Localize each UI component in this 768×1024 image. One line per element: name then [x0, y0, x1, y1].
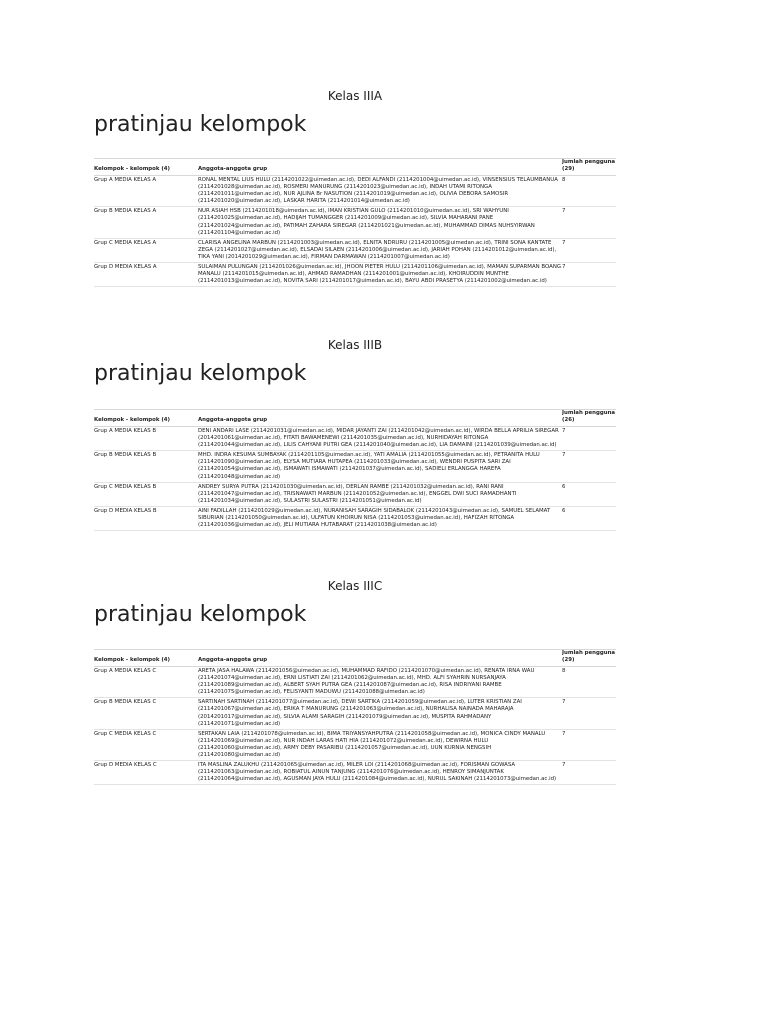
group-name: Grup D MEDIA KELAS B	[94, 507, 157, 514]
col-header-count: Jumlah pengguna (26)	[562, 410, 616, 423]
group-members: SULAIMAN PULUNGAN (2114201026@uimedan.ac.id), JHOON PIETER HULU (2114201106@uimedan.ac.id), MAMAN SUPARMAN BOANG MANALU (2114201015@uimedan.ac.id), AHMAD RAMADHAN (2114201001@uimedan.ac.id), KHOIRUDDIN MUNTHE (2114201013@uimedan.ac.id), NOVITA SARI (2114201017@uimedan.ac.id), BAYU ABDI PRASETYA (2114201002@uimedan.ac.id)	[198, 264, 562, 285]
section-title: Kelas IIIC	[327, 579, 383, 593]
table-row	[94, 667, 616, 698]
group-count: 8	[562, 177, 566, 183]
group-count: 7	[562, 452, 566, 459]
group-members: DENI ANDARI LASE (2114201031@uimedan.ac.id), MIDAR JAYANTI ZAI (2114201042@uimedan.ac.id), WIRDA BELLA APRILIA SIREGAR (2014201061@uimedan.ac.id), FITATI BAWAMENEWI (2114201035@uimedan.ac.id), NURHIDAYAH RITONGA (2114201044@uimedan.ac.id), LILIS CAHYANI PUTRI GEA (2114201040@uimedan.ac.id), LIA DAMAINI (2114201039@uimedan.ac.id)	[198, 428, 559, 449]
group-count: 7	[562, 699, 566, 706]
section-title: Kelas IIIB	[327, 338, 383, 352]
group-name: Grup C MEDIA KELAS C	[94, 730, 157, 737]
col-header-group: Kelompok - kelompok (4)	[94, 165, 171, 172]
section-heading: pratinjau kelompok	[94, 112, 307, 137]
col-header-members: Anggota-anggota grup	[198, 416, 268, 423]
group-count: 7	[562, 239, 566, 246]
table-row	[94, 238, 616, 262]
table-header-row	[94, 159, 616, 176]
group-name: Grup A MEDIA KELAS B	[94, 428, 157, 434]
group-name: Grup D MEDIA KELAS A	[94, 264, 157, 271]
group-count: 7	[562, 208, 566, 215]
group-members: SERTAKAN LAIA (2114201078@uimedan.ac.id), BIMA TRIYANSYAHPUTRA (2114201058@uimedan.ac.id), MONICA CINDY MANALU (2114201069@uimedan.ac.id), NUR INDAH LARAS HATI HIA (2114201072@uimedan.ac.id), DEWIRNA HULU (2114201060@uimedan.ac.id), ARMY DEBY PASARIBU (2114201057@uimedan.ac.id), UUN KURNIA NENGSIH (2114201080@uimedan.ac.id)	[198, 730, 546, 759]
col-header-members: Anggota-anggota grup	[198, 656, 268, 663]
group-count: 8	[562, 668, 566, 674]
group-name: Grup C MEDIA KELAS A	[94, 239, 157, 246]
table-row	[94, 761, 616, 785]
group-members: NUR ASIAH HSB (2114201018@uimedan.ac.id), IMAN KRISTIAN GULO (2114201010@uimedan.ac.id), SRI WAHYUNI (2114201025@uimedan.ac.id), HADIJAH TUMANGGER (2114201009@uimedan.ac.id), SILVIA MAHARANI PANE (2114201024@uimedan.ac.id), PATIMAH ZAHARA SIREGAR (2114201021@uimedan.ac.id), MUHAMMAD DIMAS NUHSYIRWAN (2114201104@uimedan.ac.id)	[198, 208, 535, 236]
group-members: ARETA JASA HALAWA (2114201056@uimedan.ac.id), MUHAMMAD RAFIDO (2114201070@uimedan.ac.id), RENATA IRNA WAU (2114201074@uimedan.ac.id), ERNI LISTIATI ZAI (2114201062@uimedan.ac.id), MHD. ALFI SYAHRIN NURSANJAYA (2114201089@uimedan.ac.id), ALBERT SYAH PUTRA GEA (2114201087@uimedan.ac.id), RISA INDRIYANI RAMBE (2114201075@uimedan.ac.id), FELISYANTI MADUWU (2114201088@uimedan.ac.id)	[198, 668, 535, 696]
table-row	[94, 506, 616, 530]
group-count: 7	[562, 428, 566, 434]
table-row	[94, 176, 616, 207]
group-table	[94, 649, 616, 785]
table-row	[94, 263, 616, 287]
group-name: Grup B MEDIA KELAS C	[94, 699, 157, 706]
col-header-count: Jumlah pengguna (29)	[562, 650, 616, 663]
table-header-row	[94, 410, 616, 427]
group-name: Grup C MEDIA KELAS B	[94, 483, 157, 490]
group-name: Grup D MEDIA KELAS C	[94, 762, 157, 769]
section-title: Kelas IIIA	[327, 89, 383, 103]
col-header-group: Kelompok - kelompok (4)	[94, 416, 171, 423]
table-row	[94, 427, 616, 451]
group-members: ANDREY SURYA PUTRA (2114201030@uimedan.ac.id), DERLAN RAMBE (2114201032@uimedan.ac.id), RANI RANI (2114201047@uimedan.ac.id), TRISNAWATI MARBUN (2114201052@uimedan.ac.id), ENGGEL DWI SUCI RAMADHANTI (2114201034@uimedan.ac.id), SULASTRI SULASTRI (2114201051@uimedan.ac.id)	[198, 483, 517, 504]
section-heading: pratinjau kelompok	[94, 361, 307, 386]
group-members: ITA MASLINA ZALUKHU (2114201065@uimedan.ac.id), MILER LOI (2114201068@uimedan.ac.id), FORISMAN GOWASA (2114201063@uimedan.ac.id), ROBIATUL AINUN TANJUNG (2114201076@uimedan.ac.id), HENROY SIMANJUNTAK (2114201064@uimedan.ac.id), AGUSMAN JAYA HULU (2114201084@uimedan.ac.id), NURUL SAKINAH (2114201073@uimedan.ac.id)	[198, 762, 557, 783]
table-row	[94, 698, 616, 729]
group-table	[94, 158, 616, 287]
table-row	[94, 207, 616, 238]
group-count: 6	[562, 507, 566, 514]
col-header-group: Kelompok - kelompok (4)	[94, 656, 171, 663]
group-count: 7	[562, 762, 566, 769]
group-count: 7	[562, 730, 566, 737]
group-table	[94, 409, 616, 531]
group-name: Grup A MEDIA KELAS A	[94, 177, 157, 183]
group-count: 6	[562, 483, 566, 490]
group-members: SARTINAH SARTINAH (2114201077@uimedan.ac.id), DEWI SARTIKA (2114201059@uimedan.ac.id), LUTER KRISTIAN ZAI (2114201067@uimedan.ac.id), ERIKA T MANURUNG (2114201063@uimedan.ac.id), NURHALISA NAINADA MAHARAJA (2014201017@uimedan.ac.id), SILVIA ALAMI SARAGIH (2114201079@uimedan.ac.id), MUSPITA RAHMADANY (2114201071@uimedan.ac.id)	[198, 699, 522, 727]
group-members: RONAL MENTAL LIUS HULU (2114201022@uimedan.ac.id), DEDI ALFANDI (2114201004@uimedan.ac.id), VINSENSIUS TELAUMBANUA (2114201028@uimedan.ac.id), ROSMERI MANURUNG (2114201023@uimedan.ac.id), INDAH UTAMI RITONGA (2114201011@uimedan.ac.id), NUR AJLINA Br NASUTION (2114201019@uimedan.ac.id), OLIVIA DEBORA SAMOSIR (2114201020@uimedan.ac.id), LASKAR HARITA (2114201014@uimedan.ac.id)	[198, 177, 558, 205]
table-row	[94, 451, 616, 482]
col-header-members: Anggota-anggota grup	[198, 165, 268, 172]
group-members: AINI FADILLAH (2114201029@uimedan.ac.id), NURANISAH SARAGIH SIDABALOK (2114201043@uimedan.ac.id), SAMUEL SELAMAT SIBURIAN (2114201050@uimedan.ac.id), ULFATUN KHOIRUN NISA (2114201053@uimedan.ac.id), HAFIZAH RITONGA (2114201036@uimedan.ac.id), JELI MUTIARA HUTABARAT (2114201038@uimedan.ac.id)	[198, 507, 551, 529]
table-header-row	[94, 650, 616, 667]
group-members: CLARISA ANGELINA MARBUN (2114201003@uimedan.ac.id), ELNITA NDRURU (2114201005@uimedan.ac.id), TRINI SONA KANTATE ZEGA (2114201027@uimedan.ac.id), ELSADAI SILAEN (2114201006@uimedan.ac.id), JARIAH POHAN (2114201012@uimedan.ac.id), TIKA YANI (2014201029@uimedan.ac.id), FIRMAN DARMAWAN (2114201007@uimedan.ac.id)	[198, 239, 557, 260]
section-heading: pratinjau kelompok	[94, 602, 307, 627]
group-name: Grup B MEDIA KELAS A	[94, 208, 157, 215]
table-row	[94, 729, 616, 760]
col-header-count: Jumlah pengguna (29)	[562, 159, 616, 172]
table-row	[94, 482, 616, 506]
group-count: 7	[562, 264, 566, 271]
group-name: Grup B MEDIA KELAS B	[94, 452, 157, 459]
group-members: MHD. INDRA KESUMA SUMBAYAK (2114201105@uimedan.ac.id), YATI AMALIA (2114201055@uimedan.ac.id), PETRANITA HULU (2114201090@uimedan.ac.id), ELYSA MUTIARA HUTAPEA (2114201033@uimedan.ac.id), WENDRI PUSPITA SARI ZAI (2114201054@uimedan.ac.id), ISMAWATI ISMAWATI (2114201037@uimedan.ac.id), SADIELI ERLANGGA HAREFA (2114201048@uimedan.ac.id)	[198, 452, 540, 480]
group-name: Grup A MEDIA KELAS C	[94, 668, 157, 674]
